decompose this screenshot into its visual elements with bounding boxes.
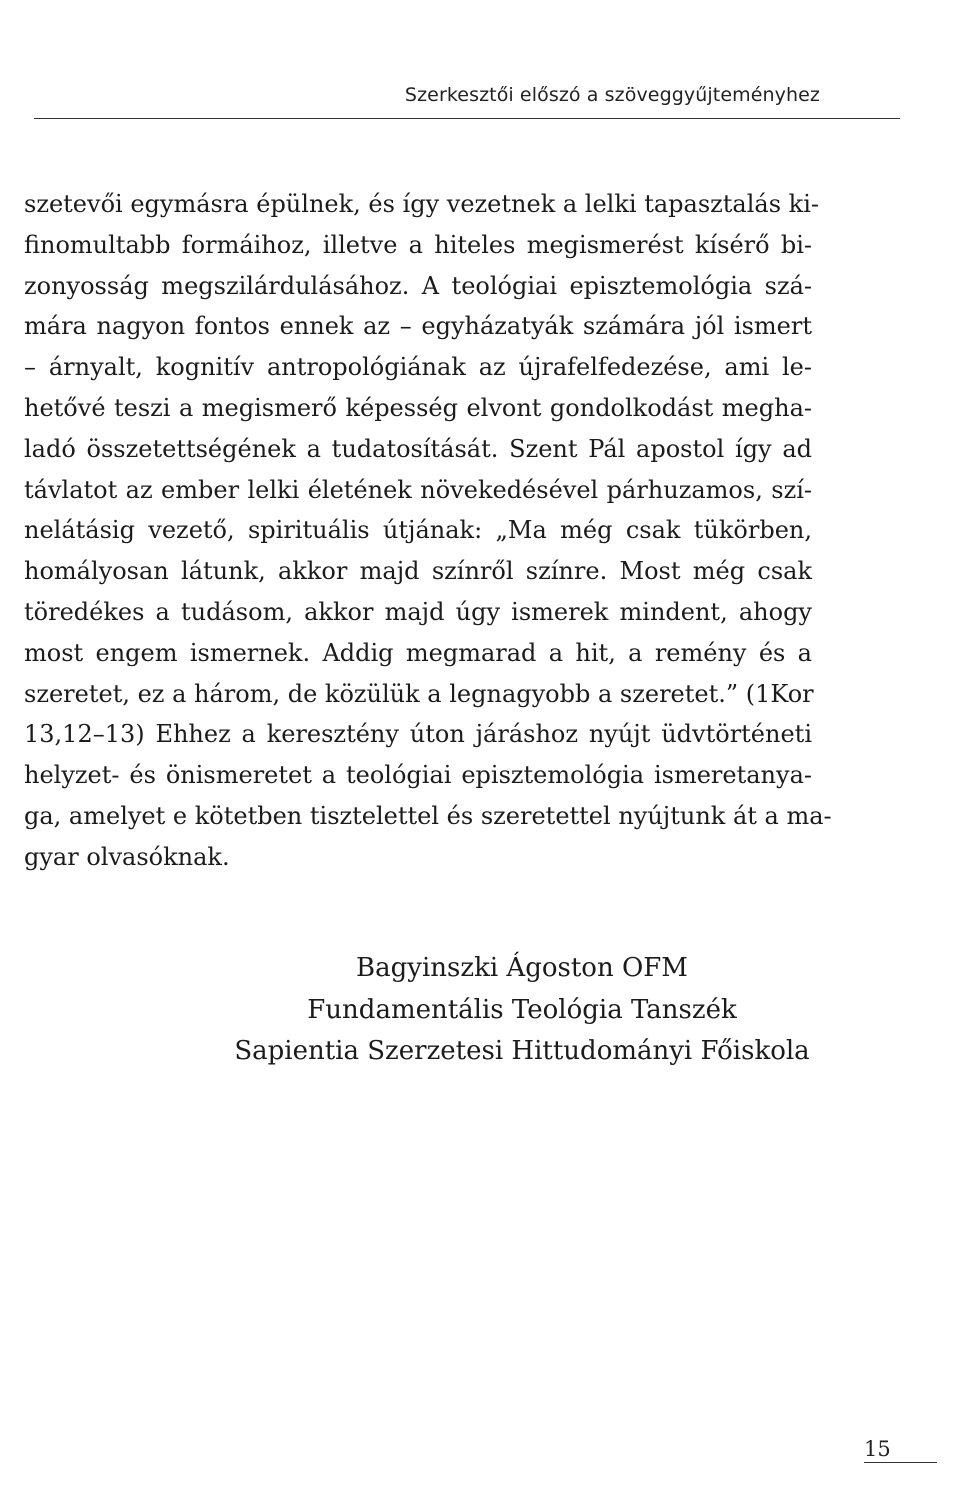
page-number: 15 xyxy=(864,1436,937,1463)
body-line: hetővé teszi a megismerő képesség elvont gondolkodást megha- xyxy=(24,393,812,422)
body-line: 13,12–13) Ehhez a keresztény úton járáshoz nyújt üdvtörténeti xyxy=(24,720,812,749)
body-line: helyzet- és önismeretet a teológiai episztemológia ismeretanya- xyxy=(24,761,812,790)
signature-institution: Sapientia Szerzetesi Hittudományi Főiskola xyxy=(234,1036,810,1066)
body-line: – árnyalt, kognitív antropológiának az újrafelfedezése, ami le- xyxy=(24,353,812,382)
body-line: most engem ismernek. Addig megmarad a hit, a remény és a xyxy=(24,638,812,667)
body-line: szeretet, ez a három, de közülük a legnagyobb a szeretet.” (1Kor xyxy=(24,679,814,708)
signature-department: Fundamentális Teológia Tanszék xyxy=(307,994,737,1025)
signature-block xyxy=(0,948,960,1073)
body-line: töredékes a tudásom, akkor majd úgy ismerek mindent, ahogy xyxy=(24,597,812,626)
body-line: ga, amelyet e kötetben tisztelettel és szeretettel nyújtunk át a ma- xyxy=(24,801,832,830)
body-line: ladó összetettségének a tudatosítását. Szent Pál apostol így ad xyxy=(24,434,812,463)
body-line: mára nagyon fontos ennek az – egyházatyák számára jól ismert xyxy=(24,312,812,341)
body-line: finomultabb formáihoz, illetve a hiteles megismerést kísérő bi- xyxy=(24,230,812,259)
body-line: nelátásig vezető, spirituális útjának: „Ma még csak tükörben, xyxy=(24,516,812,545)
header-rule xyxy=(34,118,900,119)
body-paragraph xyxy=(24,184,832,878)
body-line-last: gyar olvasóknak. xyxy=(24,842,230,871)
body-line: homályosan látunk, akkor majd színről színre. Most még csak xyxy=(24,557,812,586)
running-head: Szerkesztői előszó a szöveggyűjteményhez xyxy=(404,84,820,106)
body-line: zonyosság megszilárdulásához. A teológiai episztemológia szá- xyxy=(24,271,812,300)
signature-author: Bagyinszki Ágoston OFM xyxy=(356,953,688,983)
body-line: távlatot az ember lelki életének növekedésével párhuzamos, szí- xyxy=(24,475,812,504)
body-line: szetevői egymásra épülnek, és így vezetnek a lelki tapasztalás ki- xyxy=(24,190,819,218)
